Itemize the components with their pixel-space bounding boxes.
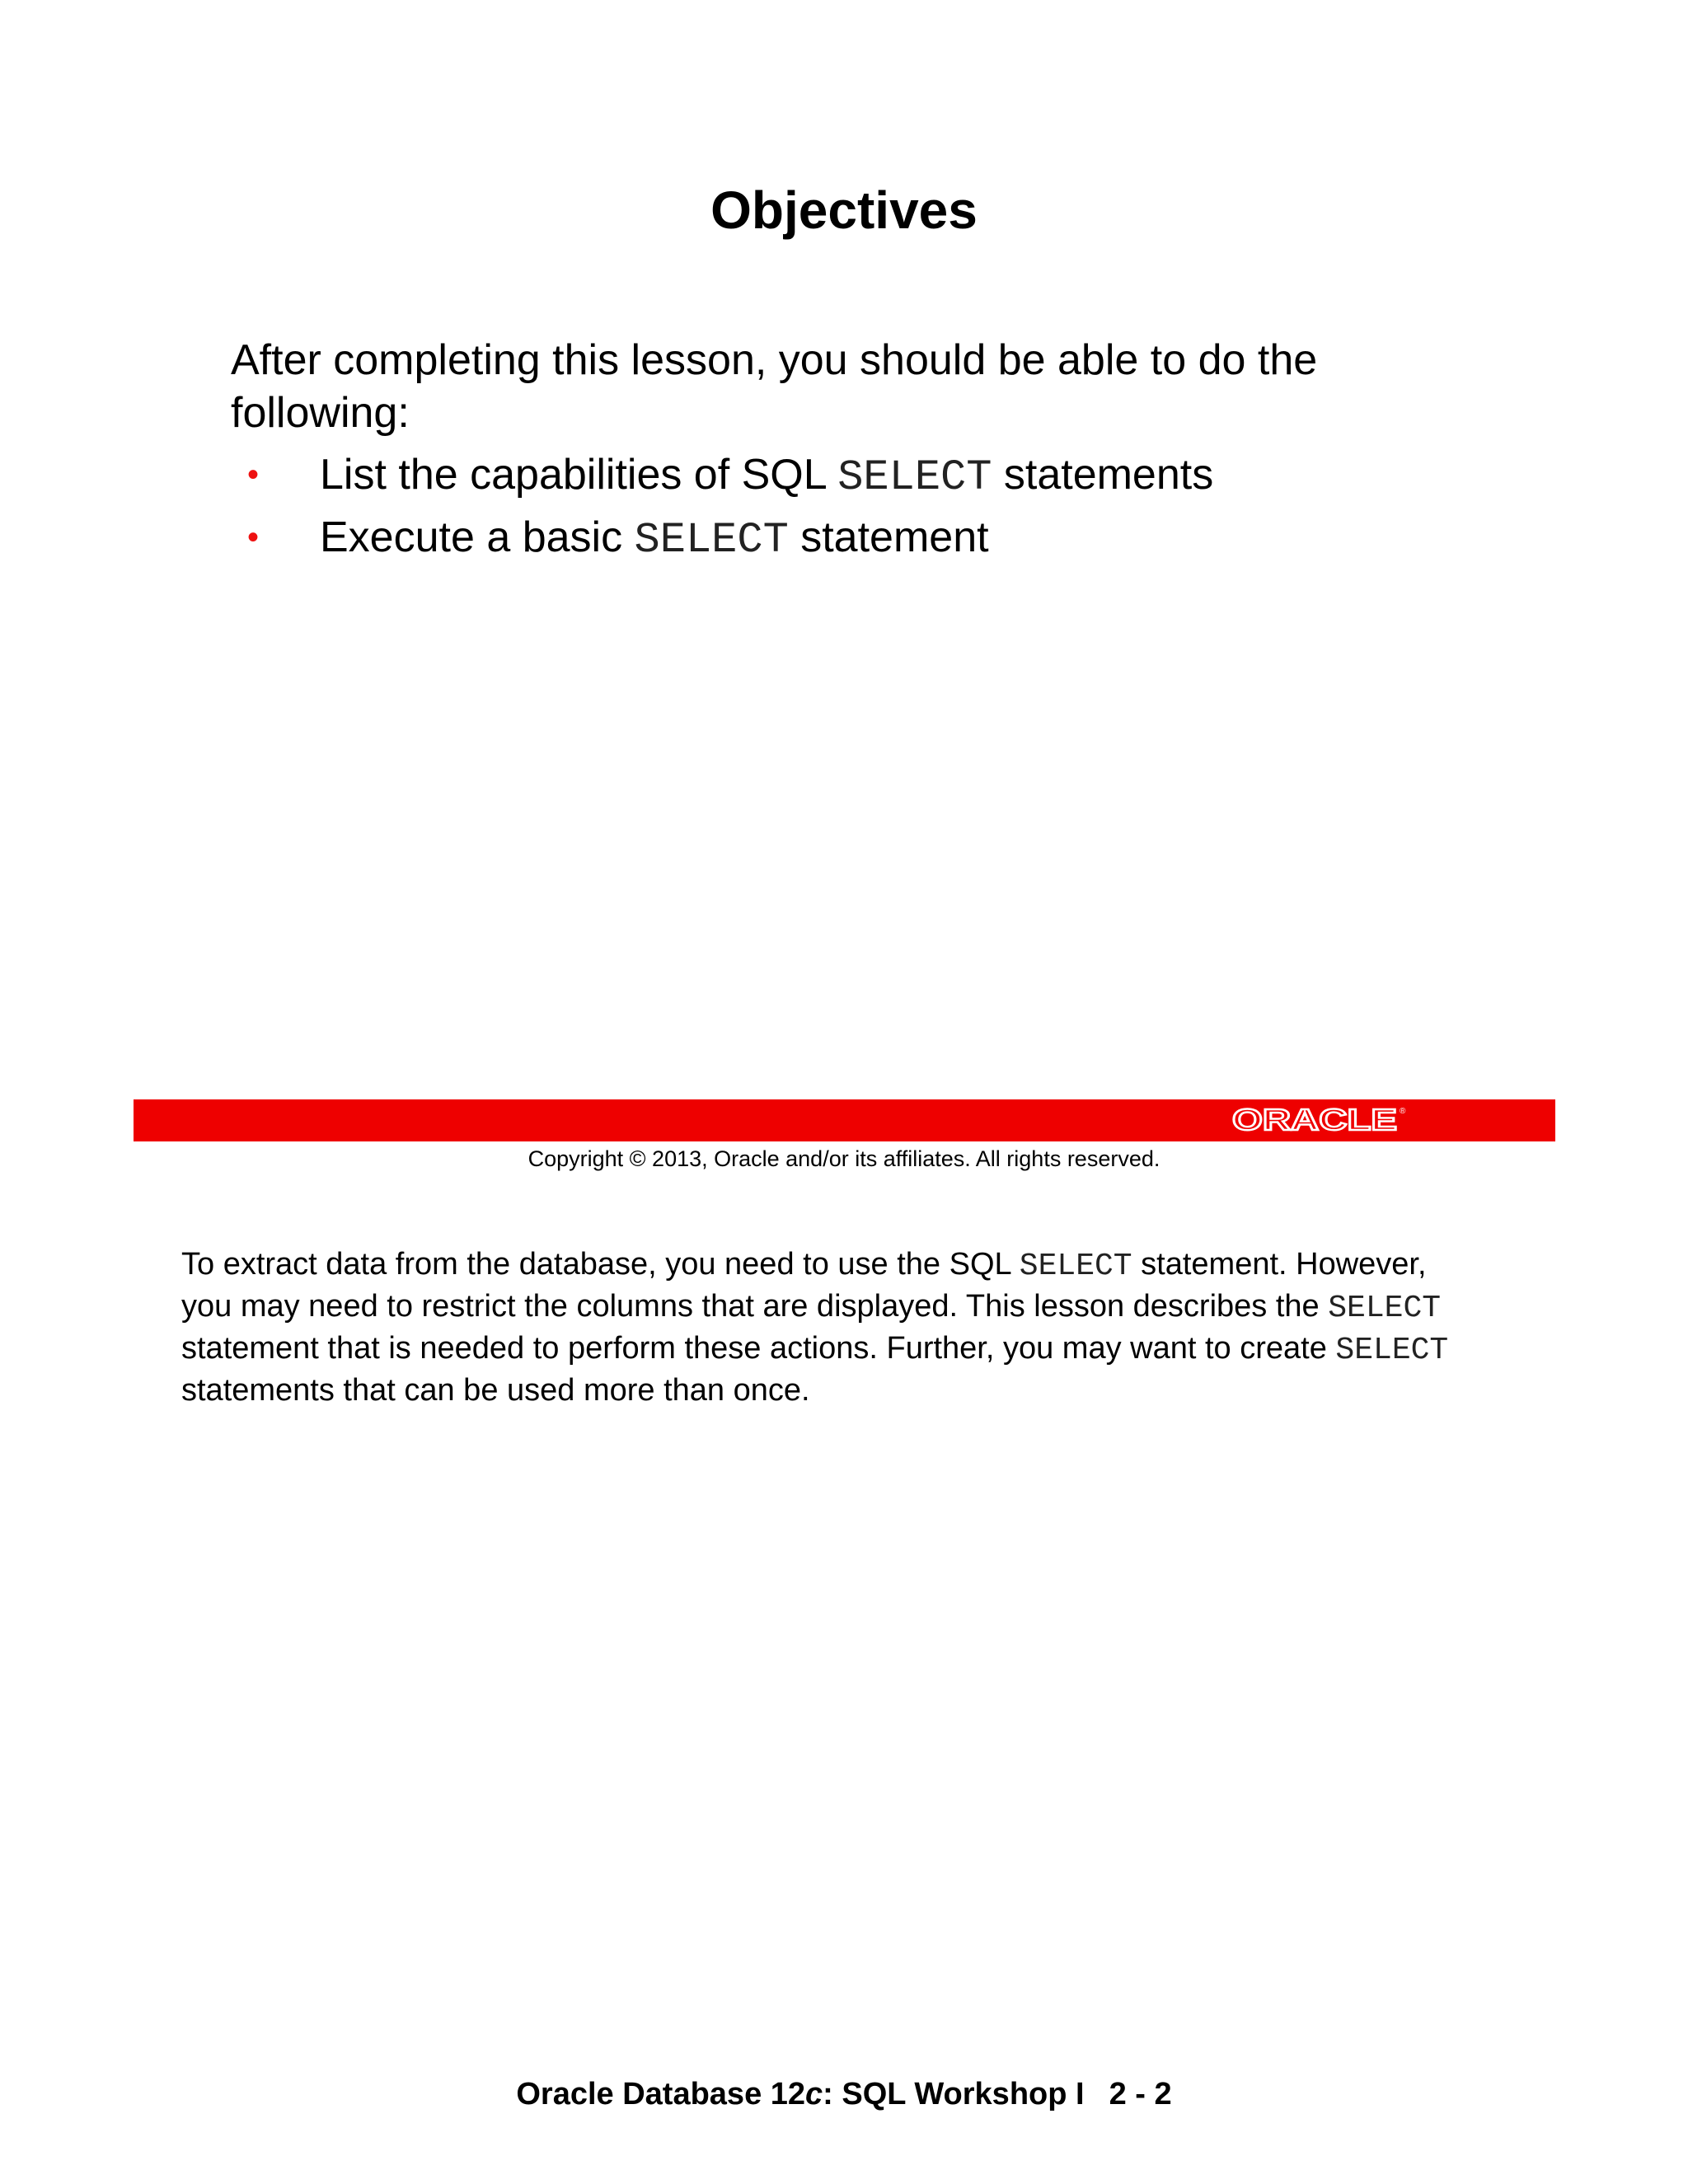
copyright-notice: Copyright © 2013, Oracle and/or its affiliates. All rights reserved. xyxy=(528,1146,1160,1171)
bullet-icon: • xyxy=(247,457,260,493)
objective-text-after: statement xyxy=(788,513,989,561)
bullet-icon: • xyxy=(247,519,260,555)
notes-text: statement that is needed to perform these actions. Further, you may want to create xyxy=(181,1331,1336,1366)
notes-text: you may need to restrict the columns that are displayed. This lesson describes the xyxy=(181,1289,1329,1324)
course-title xyxy=(516,2077,1084,2111)
objective-text xyxy=(320,506,989,572)
objective-text-before: List the capabilities of SQL xyxy=(320,451,838,499)
notes-line xyxy=(181,1244,1533,1286)
notes-line xyxy=(181,1286,1533,1329)
notes-line xyxy=(181,1329,1533,1371)
code-keyword: SELECT xyxy=(837,453,992,502)
code-keyword: SELECT xyxy=(1335,1333,1449,1368)
code-keyword: SELECT xyxy=(634,516,789,565)
objective-item xyxy=(0,443,1688,506)
code-keyword: SELECT xyxy=(1328,1291,1442,1326)
page-footer xyxy=(0,2074,1688,2115)
notes-text: statements that can be used more than once. xyxy=(181,1373,810,1408)
objective-text-before: Execute a basic xyxy=(320,513,635,561)
oracle-logo-icon xyxy=(1232,1104,1409,1137)
slide-title: Objectives xyxy=(710,180,978,240)
notes-line xyxy=(181,1371,1533,1413)
objective-text xyxy=(320,443,1213,509)
course-version-letter: c xyxy=(805,2077,823,2111)
oracle-logo-text: ORACLE xyxy=(1232,1104,1397,1137)
course-title-suffix: : SQL Workshop I xyxy=(823,2077,1085,2111)
code-keyword: SELECT xyxy=(1019,1249,1132,1284)
objective-item xyxy=(0,506,1688,569)
svg-text:®: ® xyxy=(1400,1107,1406,1116)
intro-paragraph: After completing this lesson, you should be able to do the following: xyxy=(231,336,1318,437)
notes-text: To extract data from the database, you need to use the SQL xyxy=(181,1247,1020,1282)
notes-paragraph xyxy=(181,1244,1533,1413)
notes-text: statement. However, xyxy=(1132,1247,1427,1282)
objective-text-after: statements xyxy=(992,451,1214,499)
objectives-list xyxy=(0,443,1688,569)
page-number: 2 - 2 xyxy=(1109,2077,1172,2111)
course-title-prefix: Oracle Database 12 xyxy=(516,2077,806,2111)
